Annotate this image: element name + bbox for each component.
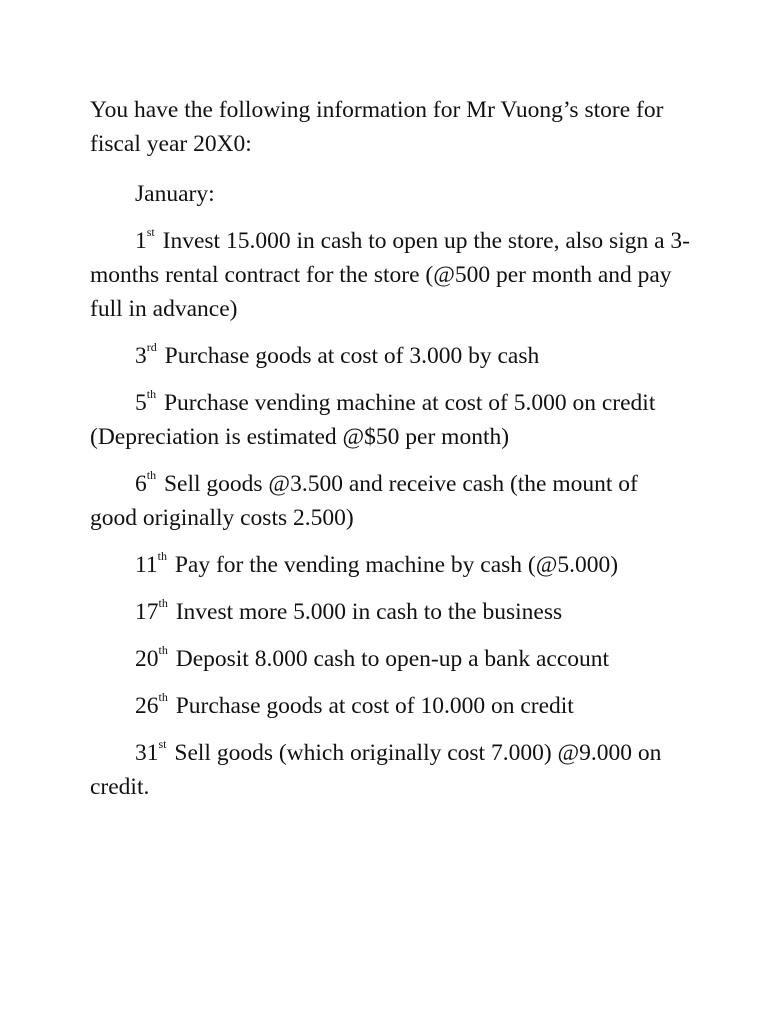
entry-day-suffix: th [146, 387, 157, 402]
entry-day-suffix: th [158, 596, 168, 611]
entry-item [90, 386, 690, 454]
entry-day: 1 [135, 228, 147, 254]
month-heading: January: [135, 181, 215, 207]
entry-text: Sell goods (which originally cost 7.000) @9.000 on credit. [90, 740, 662, 800]
entry-item [90, 224, 690, 326]
entry-day: 6 [135, 471, 147, 497]
entry-day-suffix: rd [146, 340, 157, 355]
entry-text: Deposit 8.000 cash to open-up a bank account [175, 646, 610, 672]
document-page [90, 93, 690, 817]
entry-day: 26 [135, 693, 159, 719]
entry-item [90, 467, 690, 535]
entry-text: Invest 15.000 in cash to open up the store, also sign a 3-months rental contract for the store (@500 per month and pay full in advance) [90, 228, 690, 322]
entry-day-suffix: th [158, 643, 168, 658]
entry-item [90, 339, 690, 373]
entry-item [90, 548, 690, 582]
entry-day: 17 [135, 599, 159, 625]
entry-text: Purchase goods at cost of 3.000 by cash [164, 343, 540, 369]
entry-day-suffix: st [158, 737, 167, 752]
entry-item [90, 736, 690, 804]
entry-text: Pay for the vending machine by cash (@5.000) [174, 552, 619, 578]
intro-paragraph: You have the following information for Mr Vuong’s store for fiscal year 20X0: [90, 97, 664, 157]
entry-day: 5 [135, 390, 147, 416]
entry-day: 11 [135, 552, 158, 578]
entry-text: Purchase goods at cost of 10.000 on credit [175, 693, 574, 719]
entry-item [90, 689, 690, 723]
entry-text: Purchase vending machine at cost of 5.000 on credit (Depreciation is estimated @$50 per month) [90, 390, 656, 450]
entry-day-suffix: st [146, 225, 155, 240]
entry-text: Sell goods @3.500 and receive cash (the mount of good originally costs 2.500) [90, 471, 638, 531]
entry-day-suffix: th [157, 549, 167, 564]
entry-day: 20 [135, 646, 159, 672]
entry-day-suffix: th [158, 690, 168, 705]
entry-day: 31 [135, 740, 159, 766]
entry-day-suffix: th [146, 468, 157, 483]
entry-item [90, 595, 690, 629]
entry-day: 3 [135, 343, 147, 369]
entry-item [90, 642, 690, 676]
entry-text: Invest more 5.000 in cash to the business [175, 599, 563, 625]
